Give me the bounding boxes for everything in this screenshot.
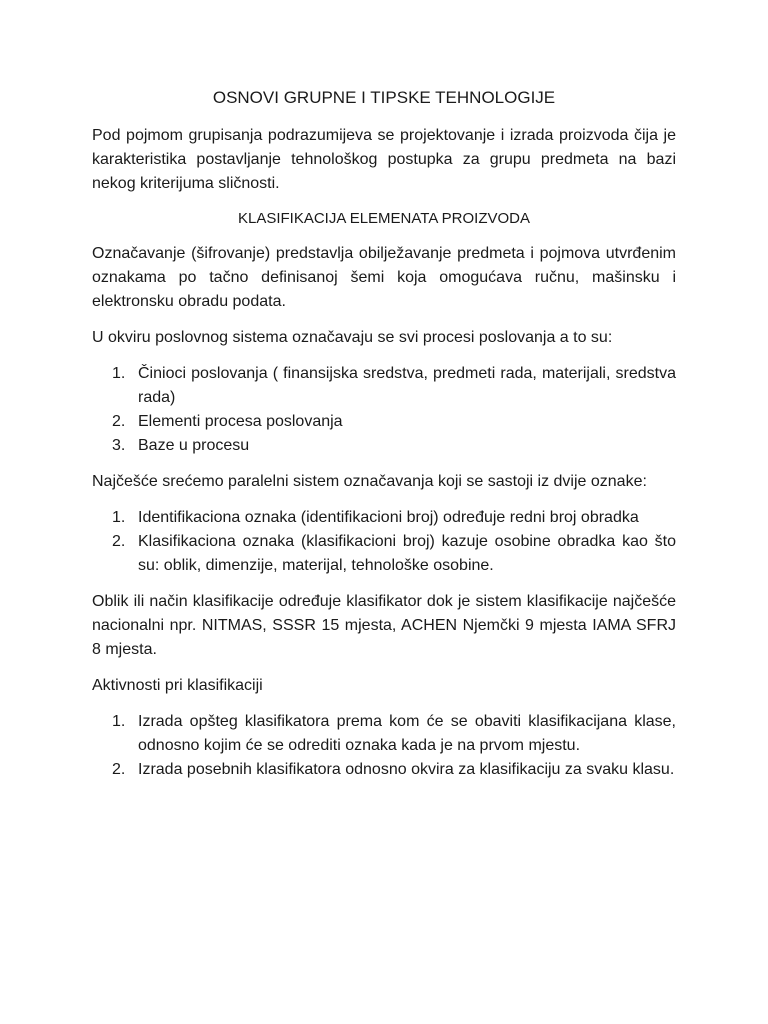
list-item-text: Identifikaciona oznaka (identifikacioni broj) određuje redni broj obradka bbox=[138, 509, 639, 526]
list-item bbox=[92, 530, 676, 578]
list-item bbox=[92, 434, 676, 458]
list-number: 3. bbox=[112, 437, 126, 454]
procesi-list bbox=[92, 362, 676, 458]
list-number: 1. bbox=[112, 509, 126, 526]
oblik-paragraph: Oblik ili način klasifikacije određuje klasifikator dok je sistem klasifikacije najčešće nacionalni npr. NITMAS, SSSR 15 mjesta, ACHEN Njemčki 9 mjesta IAMA SFRJ 8 mjesta. bbox=[92, 593, 676, 658]
list-number: 2. bbox=[112, 413, 126, 430]
list-number: 2. bbox=[112, 533, 126, 550]
list-item-text: Izrada opšteg klasifikatora prema kom će se obaviti klasifikacijana klase, odnosno kojim će se odrediti oznaka kada je na prvom mjestu. bbox=[138, 713, 676, 754]
aktivnosti-paragraph: Aktivnosti pri klasifikaciji bbox=[92, 677, 263, 694]
list-item-text: Činioci poslovanja ( finansijska sredstva, predmeti rada, materijali, sredstva rada) bbox=[138, 365, 676, 406]
oznake-list bbox=[92, 506, 676, 578]
aktivnosti-list bbox=[92, 710, 676, 782]
list-item-text: Baze u procesu bbox=[138, 437, 250, 454]
intro-paragraph: Pod pojmom grupisanja podrazumijeva se projektovanje i izrada proizvoda čija je karakteristika postavljanje tehnološkog postupka za grupu predmeta na bazi nekog kriterijuma sličnosti. bbox=[92, 127, 676, 192]
list-item-text: Izrada posebnih klasifikatora odnosno okvira za klasifikaciju za svaku klasu. bbox=[138, 761, 675, 778]
najcesce-paragraph: Najčešće srećemo paralelni sistem označavanja koji se sastoji iz dvije oznake: bbox=[92, 473, 647, 490]
document-title: OSNOVI GRUPNE I TIPSKE TEHNOLOGIJE bbox=[212, 88, 556, 107]
list-number: 1. bbox=[112, 713, 126, 730]
list-item bbox=[92, 758, 676, 782]
section-heading: KLASIFIKACIJA ELEMENATA PROIZVODA bbox=[237, 210, 531, 227]
list-item bbox=[92, 710, 676, 758]
list-number: 2. bbox=[112, 761, 126, 778]
oznacavanje-paragraph: Označavanje (šifrovanje) predstavlja obilježavanje predmeta i pojmova utvrđenim oznakama po tačno definisanoj šemi koja omogućava ručnu, mašinsku i elektronsku obradu podata. bbox=[92, 245, 676, 310]
list-item bbox=[92, 362, 676, 410]
list-item-text: Klasifikaciona oznaka (klasifikacioni broj) kazuje osobine obradka kao što su: oblik, dimenzije, materijal, tehnološke osobine. bbox=[138, 533, 676, 574]
list-item bbox=[92, 410, 676, 434]
list-item-text: Elementi procesa poslovanja bbox=[138, 413, 343, 430]
list-number: 1. bbox=[112, 365, 126, 382]
okvir-paragraph: U okviru poslovnog sistema označavaju se svi procesi poslovanja a to su: bbox=[92, 329, 613, 346]
list-item bbox=[92, 506, 676, 530]
document-body bbox=[92, 86, 676, 794]
